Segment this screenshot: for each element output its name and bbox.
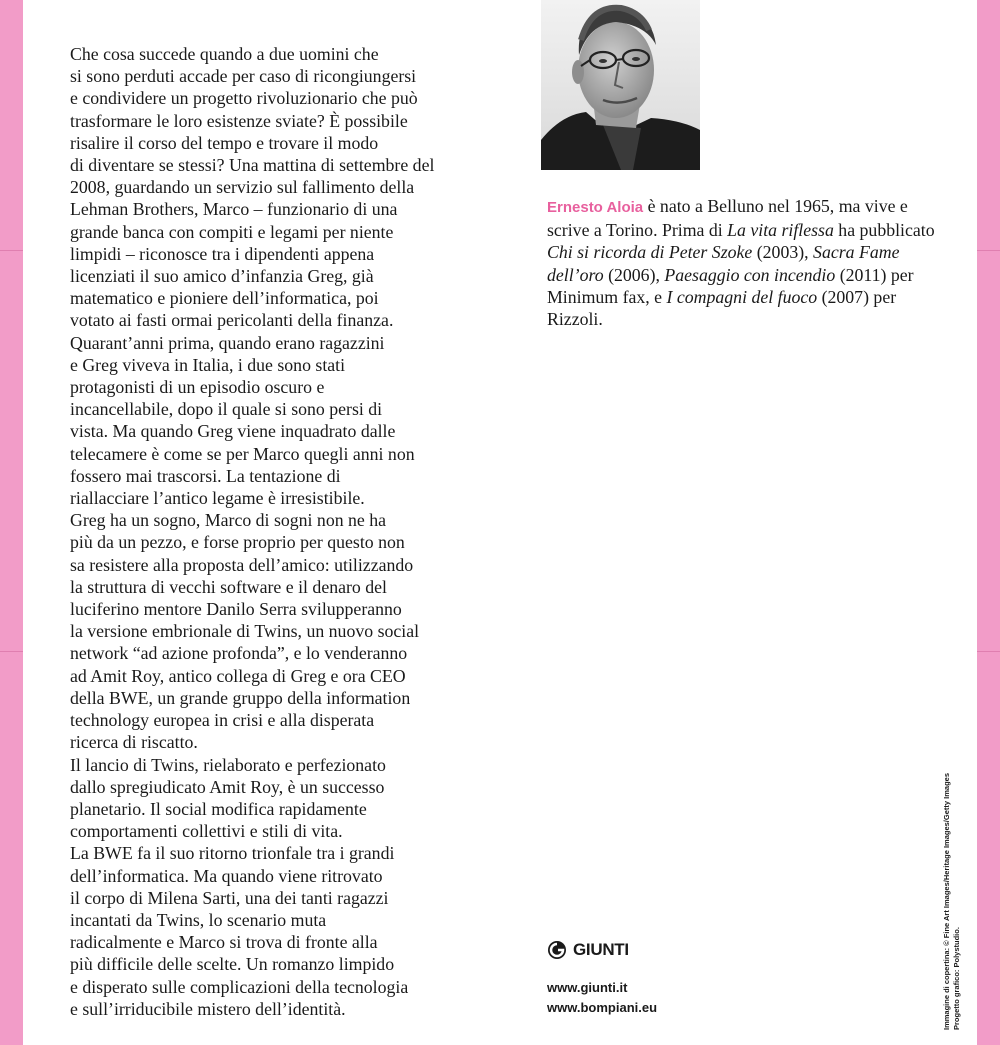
- bio-text: è nato a Belluno nel 1965, ma vive e scrive a Torino. Prima di: [547, 196, 908, 241]
- author-bio: [547, 195, 947, 330]
- bio-text: (2011) per Minimum fax, e: [547, 264, 914, 307]
- url-bompiani[interactable]: www.bompiani.eu: [547, 1000, 658, 1015]
- synopsis-text: Che cosa succede quando a due uomini che si sono perduti accade per caso di ricongiungersi e condividere un progetto rivoluzionario che può trasformare le loro esistenze sviate? È possibile risalire il corso del tempo e trovare il modo di diventare se stessi? Una mattina di settembre del 2008, guardando un servizio sul fallimento della Lehman Brothers, Marco – funzionario di una grande banca con compiti e legami per niente limpidi – riconosce tra i dipendenti appena licenziati il suo amico d’infanzia Greg, già matematico e pioniere dell’informatica, poi votato ai fasti ormai pericolanti della finanza. Quarant’anni prima, quando erano ragazzini e Greg viveva in Italia, i due sono stati protagonisti di un episodio oscuro e incancellabile, dopo il quale si sono persi di vista. Ma quando Greg viene inquadrato dalle telecamere è come se per Marco quegli anni non fossero mai trascorsi. La tentazione di riallacciare l’antico legame è irresistibile. Greg ha un sogno, Marco di sogni non ne ha più da un pezzo, e forse proprio per questo non sa resistere alla proposta dell’amico: utilizzando la struttura di vecchi software e il denaro del luciferino mentore Danilo Serra svilupperanno la versione embrionale di Twins, un nuovo social network “ad azione profonda”, e lo venderanno ad Amit Roy, antico collega di Greg e ora CEO della BWE, un grande gruppo della information technology europea in crisi e alla disperata ricerca di riscatto. Il lancio di Twins, rielaborato e perfezionato dallo spregiudicato Amit Roy, è un successo planetario. Il social modifica rapidamente comportamenti collettivi e stili di vita. La BWE fa il suo ritorno trionfale tra i grandi dell’informatica. Ma quando viene ritrovato il corpo di Milena Sarti, una dei tanti ragazzi incantati da Twins, lo scenario muta radicalmente e Marco si trova di fronte alla più difficile delle scelte. Un romanzo limpido e disperato sulle complicazioni della tecnologia e sull’irriducibile mistero dell’identità.: [70, 44, 435, 1019]
- bio-text: (2003),: [752, 242, 814, 263]
- book-title: I compagni del fuoco: [666, 286, 818, 307]
- image-credits: [942, 773, 962, 1030]
- book-title: Paesaggio con incendio: [664, 264, 836, 285]
- book-title: Chi si ricorda di Peter Szoke: [547, 242, 753, 263]
- publisher-name: GIUNTI: [573, 940, 629, 959]
- left-pink-edge: [0, 0, 23, 1045]
- fold-line: [977, 250, 1000, 251]
- author-photo: [541, 0, 700, 170]
- book-title: La vita riflessa: [727, 220, 834, 241]
- book-title: Sacra Fame dell’oro: [547, 242, 900, 285]
- bio-text: (2007) per Rizzoli.: [547, 286, 897, 330]
- fold-line: [977, 651, 1000, 652]
- fold-line: [0, 651, 23, 652]
- bio-text: ha pubblicato: [833, 220, 935, 241]
- design-credit: Progetto grafico: Polystudio.: [952, 927, 961, 1030]
- publisher-logo: [547, 940, 629, 960]
- right-pink-edge: [977, 0, 1000, 1045]
- fold-line: [0, 250, 23, 251]
- giunti-logo-icon: [547, 940, 567, 960]
- url-giunti[interactable]: www.giunti.it: [547, 980, 628, 995]
- bio-text: (2006),: [603, 264, 665, 285]
- publisher-urls: [547, 978, 657, 1018]
- cover-image-credit: Immagine di copertina: © Fine Art Images/Heritage Images/Getty Images: [942, 773, 951, 1030]
- author-name: Ernesto Aloia: [547, 199, 644, 216]
